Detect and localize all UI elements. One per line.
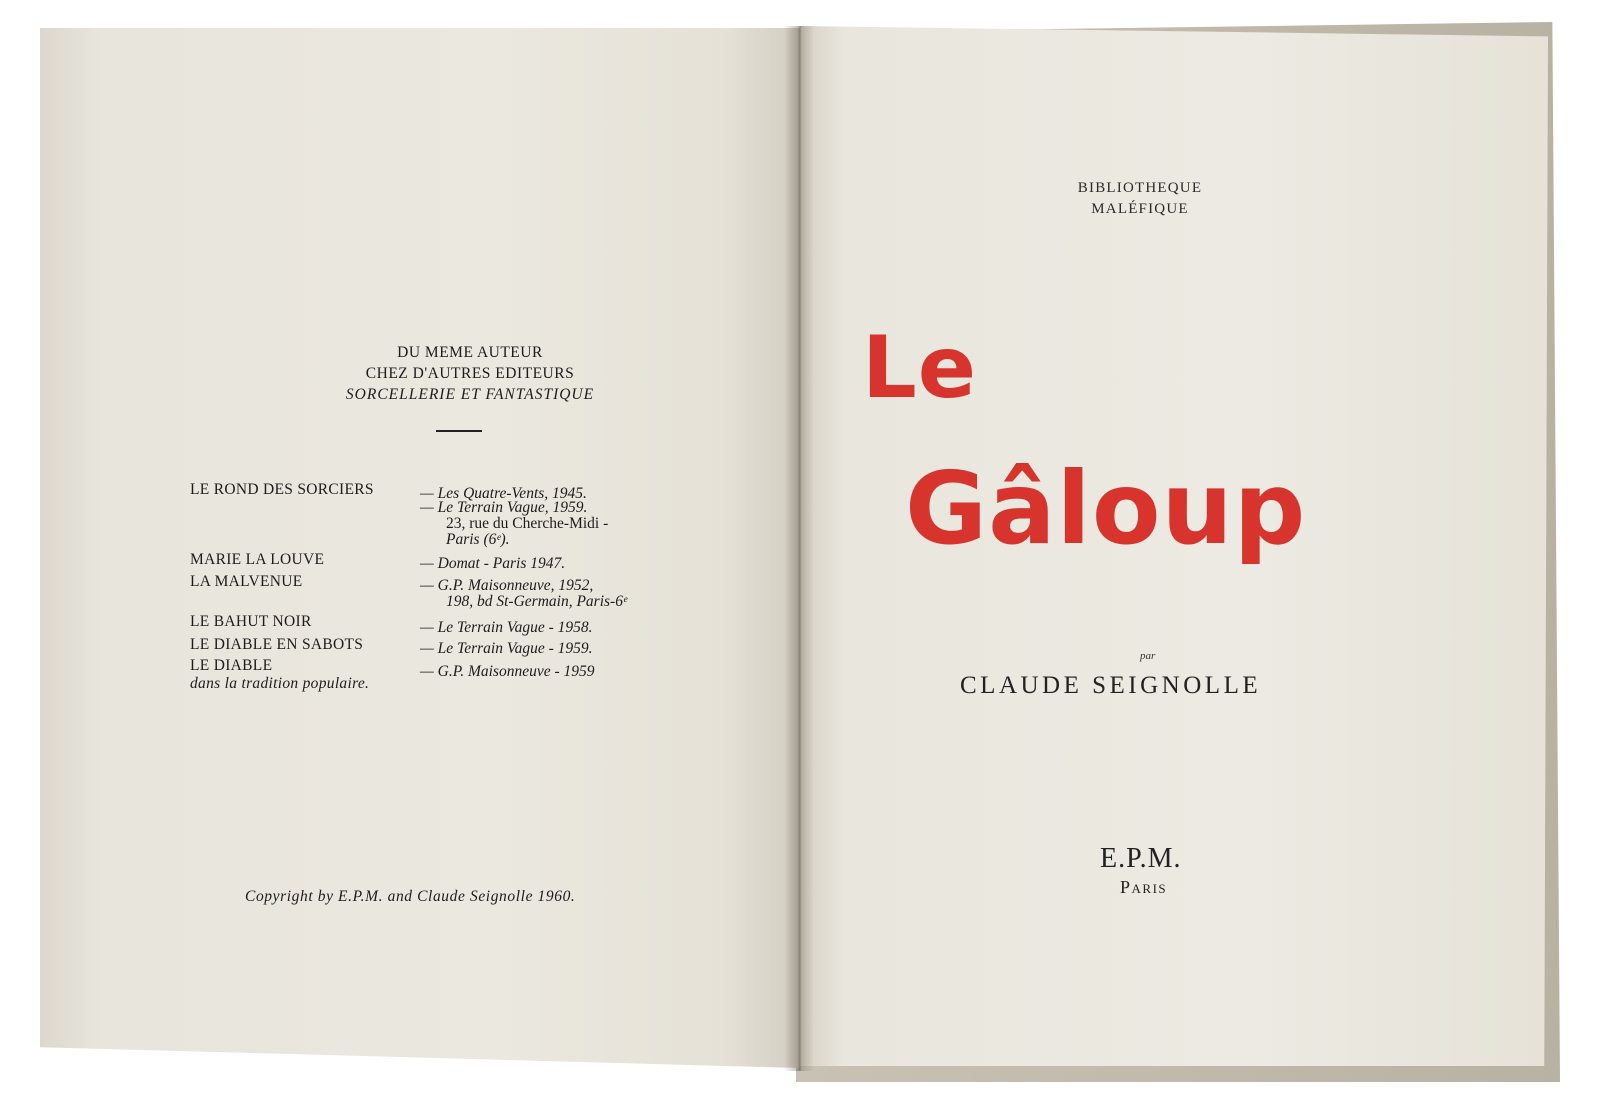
work-publisher-1b: — Le Terrain Vague, 1959. [420, 499, 588, 516]
heading-line-2: CHEZ D'AUTRES EDITEURS [365, 365, 575, 382]
book-title-line-2: Gâloup [905, 450, 1307, 567]
author-name: CLAUDE SEIGNOLLE [960, 672, 1262, 699]
heading-subtitle: SORCELLERIE ET FANTASTIQUE [345, 386, 595, 403]
work-title-5: LE DIABLE EN SABOTS [190, 636, 364, 653]
work-title-6: LE DIABLE [190, 657, 273, 674]
by-label: par [1140, 650, 1156, 662]
publisher-name: E.P.M. [1100, 843, 1182, 874]
work-publisher-5: — Le Terrain Vague - 1959. [420, 640, 593, 657]
heading-line-1: DU MEME AUTEUR [397, 344, 543, 361]
left-page [40, 28, 800, 1068]
work-publisher-1d: Paris (6ᵉ). [446, 531, 510, 548]
work-title-3: LA MALVENUE [190, 573, 303, 590]
work-publisher-1c: 23, rue du Cherche-Midi - [446, 515, 609, 532]
work-subtitle-6: dans la tradition populaire. [190, 675, 370, 692]
work-title-2: MARIE LA LOUVE [190, 551, 325, 568]
work-title-1: LE ROND DES SORCIERS [190, 481, 374, 498]
copyright-notice: Copyright by E.P.M. and Claude Seignolle 1960. [245, 888, 576, 905]
book-gutter [784, 26, 814, 1071]
publisher-city: Paris [1120, 877, 1168, 897]
work-publisher-6: — G.P. Maisonneuve - 1959 [420, 663, 595, 680]
work-publisher-4: — Le Terrain Vague - 1958. [420, 619, 593, 636]
work-publisher-3b: 198, bd St-Germain, Paris-6ᵉ [446, 593, 628, 610]
series-name-line-2: MALÉFIQUE [1091, 201, 1189, 217]
other-works-heading [270, 344, 670, 404]
work-publisher-2: — Domat - Paris 1947. [420, 555, 566, 572]
work-publisher-3a: — G.P. Maisonneuve, 1952, [420, 577, 594, 594]
book-title-line-1: Le [862, 318, 978, 418]
divider-rule [436, 430, 482, 432]
series-name-line-1: BIBLIOTHEQUE [1077, 180, 1203, 196]
work-publisher-1a: — Les Quatre-Vents, 1945. [420, 485, 587, 502]
work-title-4: LE BAHUT NOIR [190, 613, 312, 630]
